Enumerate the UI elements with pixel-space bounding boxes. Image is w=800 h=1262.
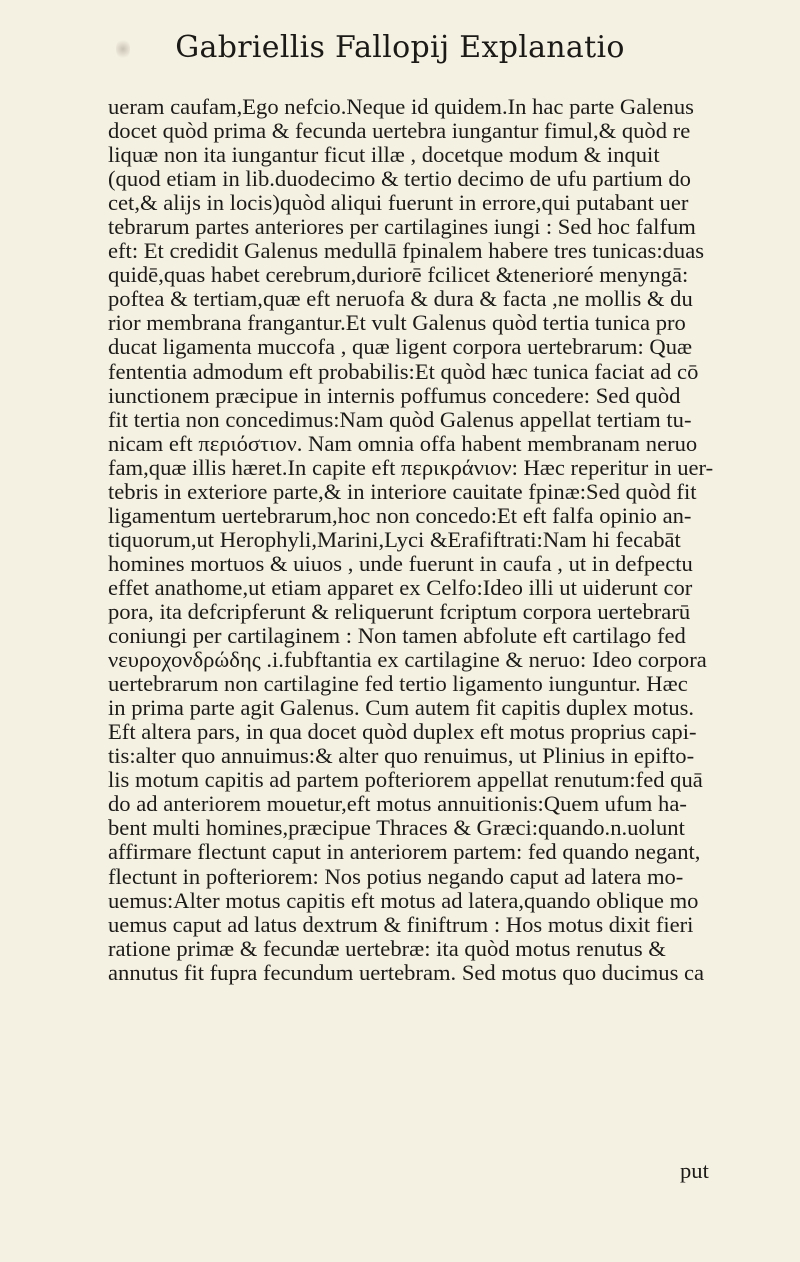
text-line: pora, ita defcripferunt & reliquerunt fcriptum corpora uertebrarū [108, 599, 691, 624]
text-line: uertebrarum non cartilagine fed tertio ligamento iunguntur. Hæc [108, 672, 688, 697]
text-line: ratione primæ & fecundæ uertebræ: ita quòd motus renutus & [108, 936, 666, 961]
text-line: fit tertia non concedimus:Nam quòd Galenus appellat tertiam tu- [108, 407, 692, 432]
body-text-block [108, 95, 768, 985]
text-line: ueram caufam,Ego nefcio.Neque id quidem.In hac parte Galenus [108, 95, 694, 119]
text-line: tis:alter quo annuimus:& alter quo renuimus, ut Plinius in epifto- [108, 744, 695, 769]
text-line: in prima parte agit Galenus. Cum autem fit capitis duplex motus. [108, 696, 695, 721]
text-line: annutus fit fupra fecundum uertebram. Sed motus quo ducimus ca [108, 960, 705, 985]
text-line: docet quòd prima & fecunda uertebra iungantur fimul,& quòd re [108, 119, 691, 144]
text-line: coniungi per cartilaginem : Non tamen abfolute eft cartilago fed [108, 624, 686, 649]
text-line: nicam eft περιόστιον. Nam omnia offa habent membranam neruo [108, 431, 698, 456]
text-line: νευροχονδρώδης .i.fubftantia ex cartilagine & neruo: Ideo corpora [108, 648, 707, 673]
text-line: cet,& alijs in locis)quòd aliqui fuerunt in errore,qui putabant uer [108, 191, 689, 216]
text-line: ligamentum uertebrarum,hoc non concedo:Et eft falfa opinio an- [108, 503, 692, 528]
text-line: iunctionem præcipue in internis poffumus concedere: Sed quòd [108, 383, 681, 408]
text-line: liquæ non ita iungantur ficut illæ , docetque modum & inquit [108, 143, 660, 168]
text-line: tebris in exteriore parte,& in interiore cauitate fpinæ:Sed quòd fit [108, 479, 697, 504]
text-line: fam,quæ illis hæret.In capite eft περικράνιον: Hæc reperitur in uer- [108, 455, 714, 480]
text-line: Eft altera pars, in qua docet quòd duplex eft motus proprius capi- [108, 720, 697, 745]
text-line: uemus caput ad latus dextrum & finiftrum : Hos motus dixit fieri [108, 912, 694, 937]
catchword: put [680, 1158, 709, 1183]
text-line: quidē,quas habet cerebrum,duriorē fcilicet &tenerioré menyngā: [108, 263, 689, 288]
text-line: (quod etiam in lib.duodecimo & tertio decimo de ufu partium do [108, 167, 691, 192]
text-line: eft: Et credidit Galenus medullā fpinalem habere tres tunicas:duas [108, 239, 705, 264]
text-line: affirmare flectunt caput in anteriorem partem: fed quando negant, [108, 840, 701, 865]
text-line: uemus:Alter motus capitis eft motus ad latera,quando oblique mo [108, 888, 699, 913]
text-line: bent multi homines,præcipue Thraces & Græci:quando.n.uolunt [108, 816, 685, 841]
running-head-title: Gabriellis Fallopij Explanatio [175, 30, 625, 65]
text-line: fententia admodum eft probabilis:Et quòd hæc tunica faciat ad cō [108, 359, 699, 384]
text-line: do ad anteriorem mouetur,eft motus annuitionis:Quem ufum ha- [108, 792, 687, 817]
text-line: rior membrana frangantur.Et vult Galenus quòd tertia tunica pro [108, 311, 686, 336]
text-line: tiquorum,ut Herophyli,Marini,Lyci &Erafiftrati:Nam hi fecabāt [108, 527, 681, 552]
text-line: tebrarum partes anteriores per cartilagines iungi : Sed hoc falfum [108, 215, 696, 240]
text-line: effet anathome,ut etiam apparet ex Celfo:Ideo illi ut uiderunt cor [108, 575, 693, 600]
text-line: flectunt in pofteriorem: Nos potius negando caput ad latera mo- [108, 864, 684, 889]
text-line: lis motum capitis ad partem pofteriorem appellat renutum:fed quā [108, 768, 703, 793]
text-line: poftea & tertiam,quæ eft neruofa & dura & facta ,ne mollis & du [108, 287, 693, 312]
text-line: homines mortuos & uiuos , unde fuerunt in caufa , ut in defpectu [108, 551, 693, 576]
text-line: ducat ligamenta muccofa , quæ ligent corpora uertebrarum: Quæ [108, 335, 693, 360]
